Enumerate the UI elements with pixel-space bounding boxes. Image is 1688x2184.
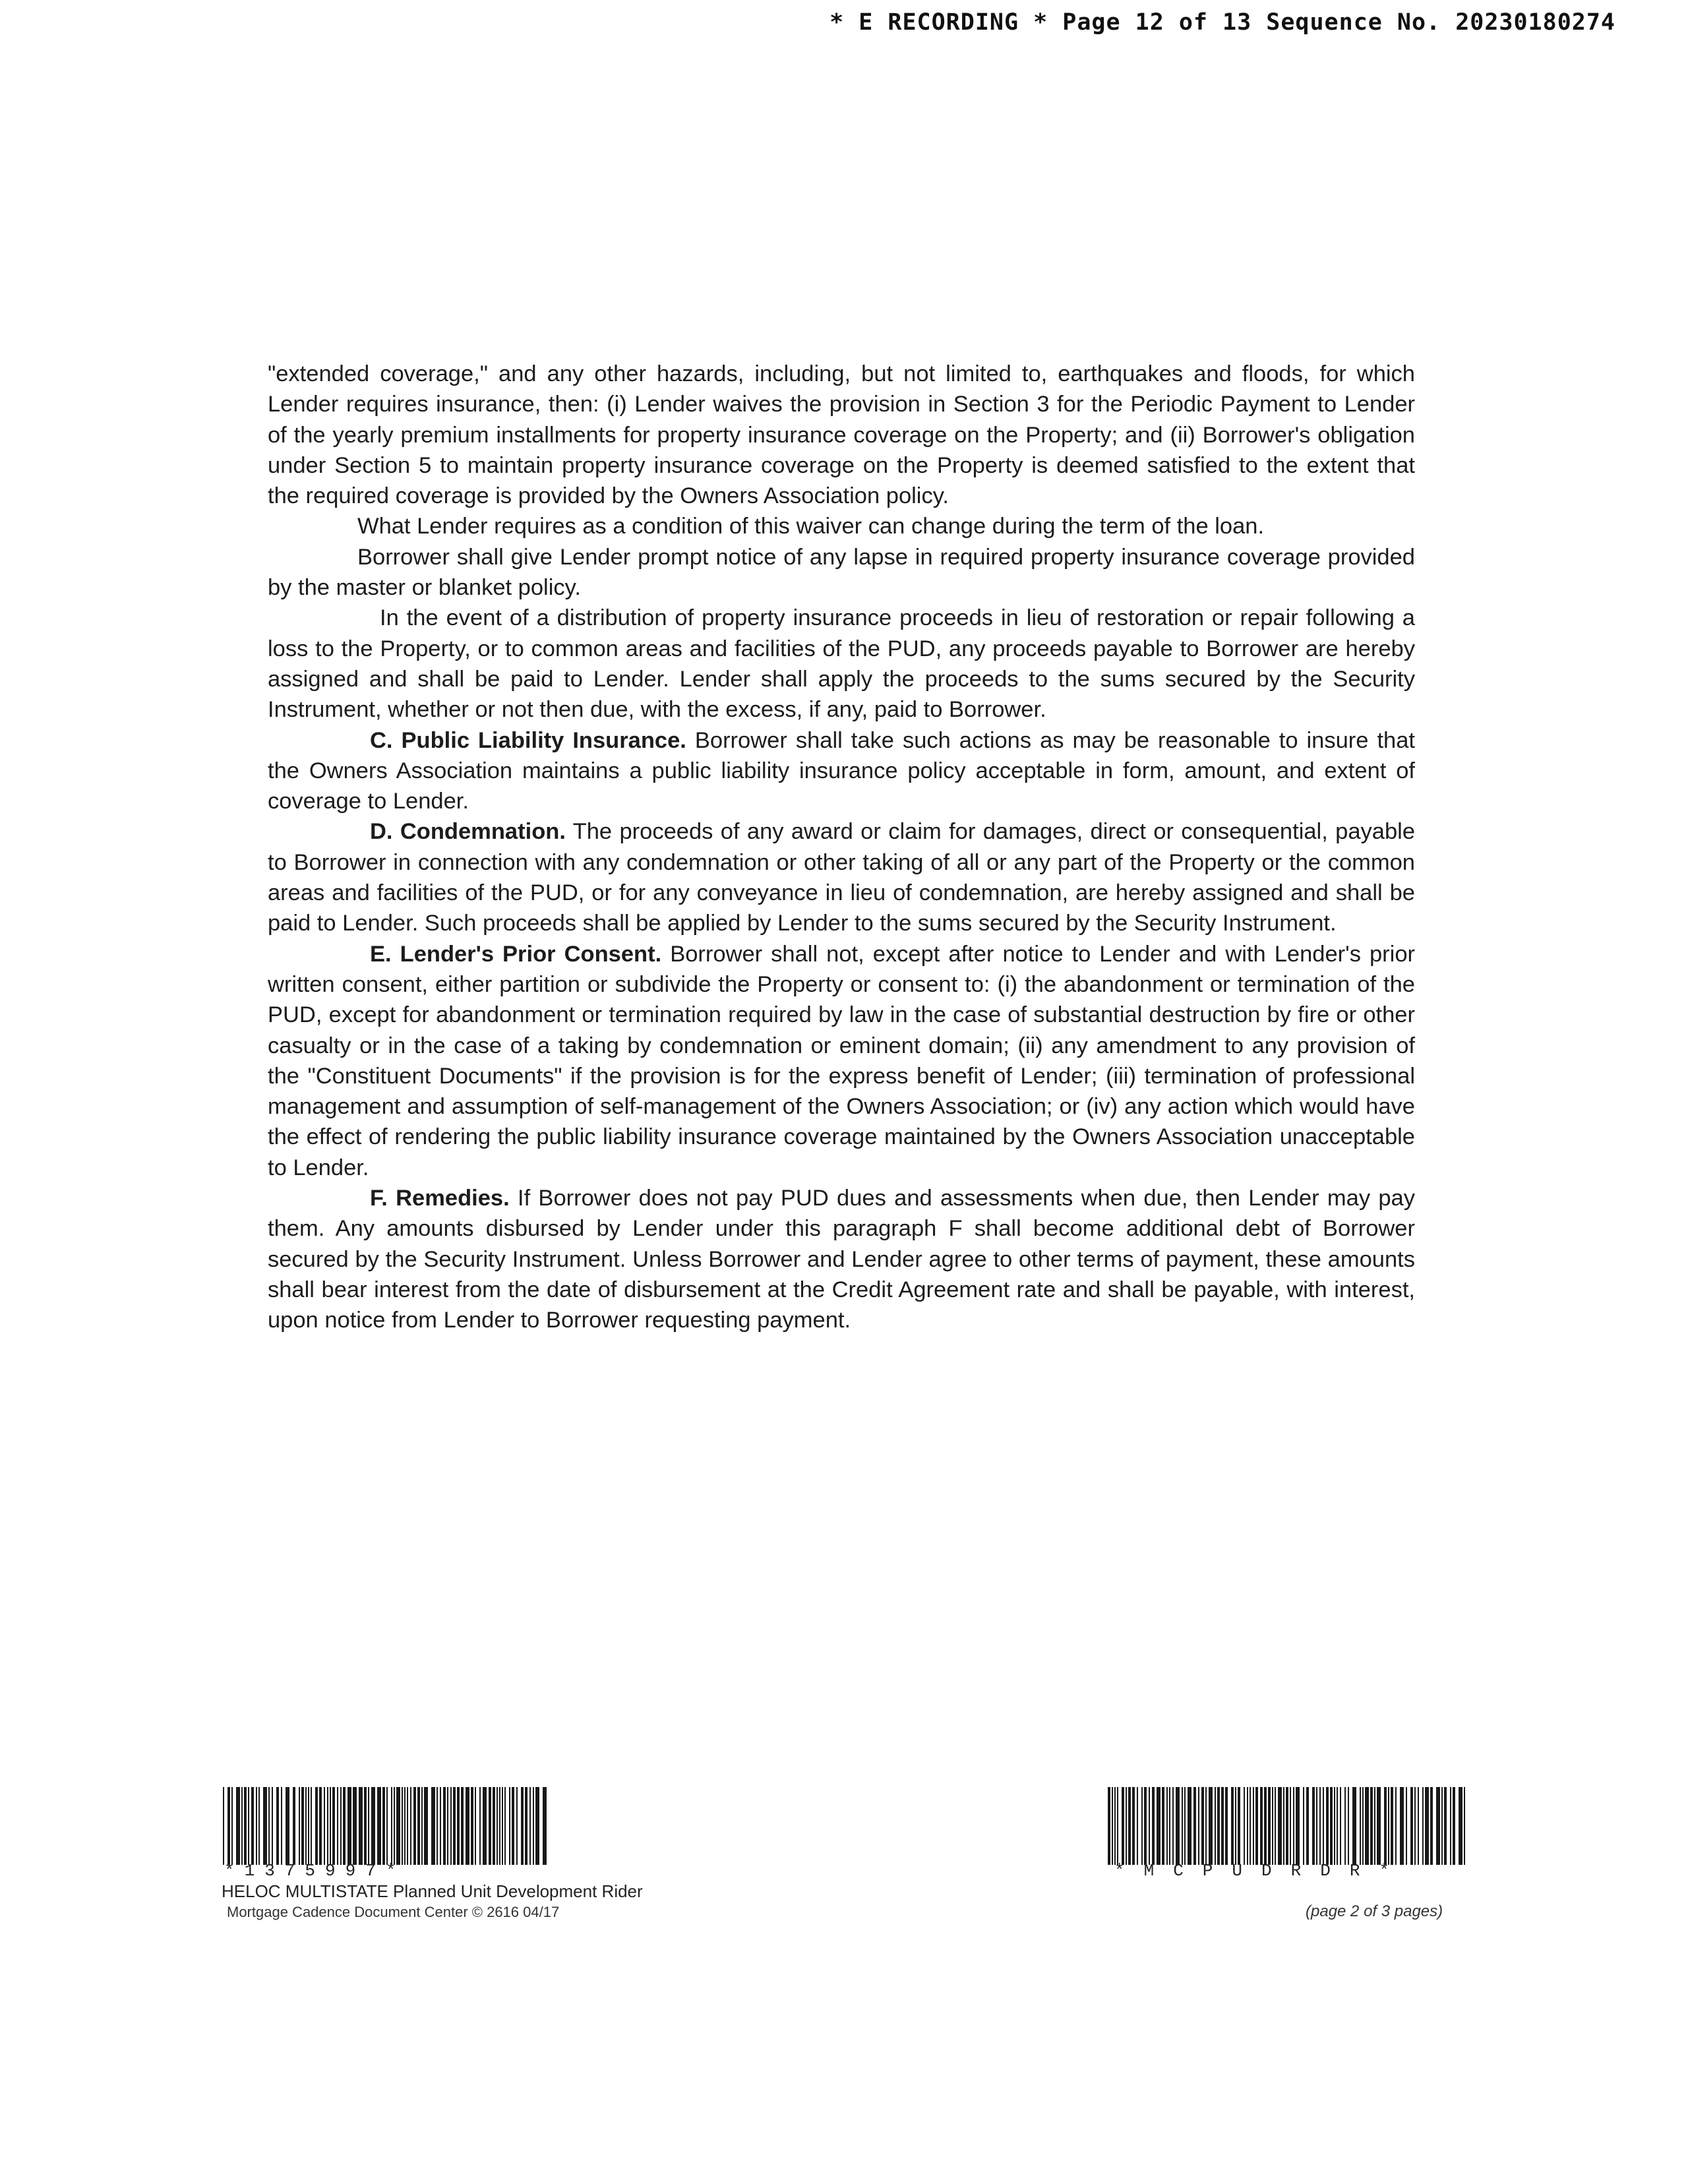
paragraph-lapse-notice: Borrower shall give Lender prompt notice of any lapse in required property insurance coverage provided by the master or blanket policy.: [268, 544, 1415, 601]
barcode-bar: [1290, 1787, 1291, 1865]
barcode-bar: [286, 1787, 289, 1865]
barcode-bar: [1122, 1787, 1124, 1865]
barcode-bar: [391, 1787, 392, 1865]
barcode-bar: [1370, 1787, 1373, 1865]
paragraph-coverage: "extended coverage," and any other hazards, including, but not limited to, earthquakes and floods, for which Lender requires insurance, then: (i) Lender waives the provision in Section 3 for the Periodic Payment to Lender of the yearly premium installments for property insurance coverage on the Property; and (ii) Borrower's obligation under Section 5 to maintain property insurance coverage on the Property is deemed satisfied to the extent that the required coverage is provided by the Owners Association policy.: [268, 361, 1415, 509]
barcode-bar: [466, 1787, 469, 1865]
barcode-bar: [1162, 1787, 1164, 1865]
barcode-bar: [493, 1787, 495, 1865]
barcode-bar: [231, 1787, 233, 1865]
barcode-bar: [236, 1787, 240, 1865]
barcode-bar: [509, 1787, 510, 1865]
barcode-bar: [533, 1787, 534, 1865]
barcode-bar: [453, 1787, 456, 1865]
barcode-bar: [1453, 1787, 1455, 1865]
barcode-bar: [1283, 1787, 1284, 1865]
barcode-bar: [1337, 1787, 1338, 1865]
barcode-bar: [299, 1787, 300, 1865]
barcode-bar: [1182, 1787, 1183, 1865]
barcode-bar: [1464, 1787, 1465, 1865]
barcode-bar: [244, 1787, 247, 1865]
section-e: [268, 939, 1415, 1183]
section-d-text: The proceeds of any award or claim for damages, direct or consequential, payable to Borrower in connection with any condemnation or other taking of all or any part of the Property or the common areas and facilities of the PUD, or for any conveyance in lieu of condemnation, are hereby assigned and shall be paid to Lender. Such proceeds shall be applied by Lender to the sums secured by the Security Instrument.: [268, 819, 1416, 936]
section-c: [268, 725, 1415, 817]
barcode-bar: [475, 1787, 476, 1865]
barcode-bar: [293, 1787, 295, 1865]
barcode-bar: [1441, 1787, 1443, 1865]
barcode-bar: [1144, 1787, 1147, 1865]
barcode-bar: [311, 1787, 312, 1865]
barcode-bar: [1169, 1787, 1170, 1865]
barcode-bar: [1188, 1787, 1191, 1865]
barcode-bar: [1410, 1787, 1413, 1865]
barcode-bar: [1215, 1787, 1216, 1865]
barcode-bar: [315, 1787, 318, 1865]
barcode-bar: [1406, 1787, 1407, 1865]
barcode-bar: [1235, 1787, 1236, 1865]
barcode-bar: [1275, 1787, 1276, 1865]
barcode-bar: [1193, 1787, 1196, 1865]
barcode-bar: [1184, 1787, 1186, 1865]
barcode-bar: [1334, 1787, 1335, 1865]
barcode-bar: [1221, 1787, 1224, 1865]
barcode-bar: [1268, 1787, 1271, 1865]
paragraph-waiver: What Lender requires as a condition of this waiver can change during the term of the loan.: [357, 514, 1265, 539]
barcode-bar: [1459, 1787, 1462, 1865]
barcode-bar: [417, 1787, 420, 1865]
barcode-bar: [413, 1787, 416, 1865]
barcode-bar: [223, 1787, 224, 1865]
barcode-bar: [347, 1787, 351, 1865]
barcode-bar: [268, 1787, 270, 1865]
barcode-bar: [521, 1787, 524, 1865]
barcode-bar: [382, 1787, 385, 1865]
barcode-bar: [421, 1787, 423, 1865]
barcode-bar: [1450, 1787, 1451, 1865]
barcode-right-caption: *MCPUDRDR*: [1114, 1861, 1409, 1881]
barcode-bar: [1293, 1787, 1294, 1865]
barcode-bar: [281, 1787, 282, 1865]
barcode-bar: [1388, 1787, 1389, 1865]
barcode-bar: [499, 1787, 500, 1865]
barcode-bar: [330, 1787, 331, 1865]
barcode-bar: [1330, 1787, 1333, 1865]
barcode-bar: [525, 1787, 528, 1865]
barcode-bar: [431, 1787, 435, 1865]
barcode-bar: [1286, 1787, 1288, 1865]
barcode-bar: [1422, 1787, 1424, 1865]
barcode-bar: [516, 1787, 518, 1865]
barcode-bar: [1172, 1787, 1174, 1865]
barcode-bar: [1247, 1787, 1248, 1865]
barcode-bar: [327, 1787, 328, 1865]
barcode-bar: [353, 1787, 357, 1865]
barcode-bar: [1201, 1787, 1204, 1865]
form-publisher: Mortgage Cadence Document Center © 2616 04/17: [227, 1904, 560, 1920]
barcode-bar: [1137, 1787, 1138, 1865]
barcode-bar: [251, 1787, 254, 1865]
barcode-bar: [457, 1787, 460, 1865]
barcode-bar: [450, 1787, 452, 1865]
barcode-bar: [258, 1787, 260, 1865]
barcode-bar: [1272, 1787, 1273, 1865]
barcode-bar: [1430, 1787, 1433, 1865]
barcode-bar: [1114, 1787, 1116, 1865]
barcode-bar: [1253, 1787, 1254, 1865]
barcode-bar: [543, 1787, 547, 1865]
barcode-bar: [305, 1787, 307, 1865]
paragraph-distribution: In the event of a distribution of property insurance proceeds in lieu of restoration or repair following a loss to the Property, or to common areas and facilities of the PUD, any proceeds payable to Borrower are hereby assigned and shall be paid to Lender. Lender shall apply the proceeds to the sums secured by the Security Instrument, whether or not then due, with the excess, if any, paid to Borrower.: [268, 605, 1415, 723]
barcode-bar: [1425, 1787, 1429, 1865]
barcode-bar: [483, 1787, 487, 1865]
barcode-bar: [437, 1787, 438, 1865]
barcode-bar: [386, 1787, 388, 1865]
barcode-bar: [1374, 1787, 1375, 1865]
barcode-bar: [1149, 1787, 1150, 1865]
barcode-bar: [1365, 1787, 1369, 1865]
barcode-bar: [447, 1787, 448, 1865]
barcode-bar: [256, 1787, 257, 1865]
barcode-bar: [479, 1787, 481, 1865]
barcode-bar: [1157, 1787, 1160, 1865]
barcode-bar: [1108, 1787, 1110, 1865]
barcode-bar: [301, 1787, 304, 1865]
barcode-bar: [1319, 1787, 1321, 1865]
section-f: [268, 1183, 1415, 1335]
barcode-bar: [1264, 1787, 1267, 1865]
barcode-bar: [1418, 1787, 1419, 1865]
barcode-bar: [1360, 1787, 1361, 1865]
barcode-bar: [324, 1787, 325, 1865]
barcode-bar: [1176, 1787, 1180, 1865]
barcode-bar: [1326, 1787, 1329, 1865]
barcode-bar: [504, 1787, 506, 1865]
barcode-bar: [1400, 1787, 1404, 1865]
barcode-bar: [1444, 1787, 1447, 1865]
barcode-bar: [471, 1787, 473, 1865]
form-title: HELOC MULTISTATE Planned Unit Development Rider: [222, 1881, 643, 1901]
barcode-left: [222, 1787, 549, 1865]
section-e-heading: E. Lender's Prior Consent.: [370, 941, 662, 967]
barcode-bar: [443, 1787, 446, 1865]
barcode-bar: [1296, 1787, 1300, 1865]
barcode-bar: [394, 1787, 395, 1865]
barcode-bar: [1117, 1787, 1118, 1865]
barcode-bar: [1198, 1787, 1199, 1865]
barcode-bar: [1323, 1787, 1324, 1865]
rider-body: [268, 359, 1415, 1336]
barcode-bar: [1141, 1787, 1143, 1865]
barcode-bar: [1260, 1787, 1263, 1865]
barcode-bar: [396, 1787, 400, 1865]
barcode-bar: [1395, 1787, 1397, 1865]
barcode-bar: [1391, 1787, 1393, 1865]
barcode-bar: [1414, 1787, 1416, 1865]
section-c-text: Borrower shall take such actions as may be reasonable to insure that the Owners Association maintains a public liability insurance policy acceptable in form, amount, and extent of coverage to Lender.: [268, 727, 1415, 814]
barcode-bar: [1306, 1787, 1309, 1865]
barcode-bar: [410, 1787, 411, 1865]
barcode-bar: [1384, 1787, 1387, 1865]
barcode-bar: [337, 1787, 338, 1865]
barcode-bar: [241, 1787, 243, 1865]
barcode-bar: [1255, 1787, 1258, 1865]
barcode-bar: [529, 1787, 531, 1865]
barcode-bar: [319, 1787, 322, 1865]
barcode-bar: [227, 1787, 230, 1865]
barcode-bar: [1344, 1787, 1346, 1865]
barcode-right: [1106, 1787, 1468, 1865]
barcode-bar: [1340, 1787, 1341, 1865]
barcode-bar: [1128, 1787, 1131, 1865]
barcode-bar: [1348, 1787, 1349, 1865]
barcode-bar: [1377, 1787, 1381, 1865]
barcode-bar: [343, 1787, 346, 1865]
barcode-bar: [1217, 1787, 1220, 1865]
barcode-bar: [1152, 1787, 1155, 1865]
barcode-bar: [407, 1787, 408, 1865]
barcode-bar: [1231, 1787, 1234, 1865]
barcode-bar: [512, 1787, 514, 1865]
barcode-bar: [1436, 1787, 1440, 1865]
barcode-bar: [340, 1787, 342, 1865]
barcode-bar: [440, 1787, 441, 1865]
section-e-text: Borrower shall not, except after notice to Lender and with Lender's prior written consent, either partition or subdivide the Property or consent to: (i) the abandonment or termination of the PUD, except for abandonment or termination required by law in the case of substantial destruction by fire or other casualty or in the case of a taking by condemnation or eminent domain; (ii) any amendment to any provision of the "Constituent Documents" if the provision is for the express benefit of Lender; (iii) termination of professional management and assumption of self-management of the Owners Association; or (iv) any action which would have the effect of rendering the public liability insurance coverage maintained by the Owners Association unacceptable to Lender.: [268, 941, 1416, 1180]
barcode-bar: [1362, 1787, 1364, 1865]
section-d-heading: D. Condemnation.: [370, 819, 566, 845]
barcode-bar: [272, 1787, 273, 1865]
recording-stamp: * E RECORDING * Page 12 of 13 Sequence No. 20230180274: [829, 9, 1615, 36]
section-d: [268, 816, 1415, 938]
barcode-bar: [248, 1787, 249, 1865]
section-f-text: If Borrower does not pay PUD dues and assessments when due, then Lender may pay them. Any amounts disbursed by Lender under this paragraph F shall become additional debt of Borrower secured by the Security Instrument. Unless Borrower and Lender agree to other terms of payment, these amounts shall bear interest from the date of disbursement at the Credit Agreement rate and shall be payable, with interest, upon notice from Lender to Borrower requesting payment.: [268, 1186, 1415, 1333]
barcode-bar: [332, 1787, 335, 1865]
barcode-bar: [1132, 1787, 1135, 1865]
barcode-bar: [1250, 1787, 1251, 1865]
barcode-bar: [1278, 1787, 1282, 1865]
barcode-bar: [1244, 1787, 1245, 1865]
page-indicator: (page 2 of 3 pages): [1306, 1902, 1443, 1920]
section-f-heading: F. Remedies.: [370, 1186, 510, 1211]
barcode-bar: [308, 1787, 309, 1865]
barcode-bar: [359, 1787, 363, 1865]
barcode-bar: [424, 1787, 428, 1865]
barcode-bar: [497, 1787, 498, 1865]
barcode-bar: [377, 1787, 381, 1865]
barcode-bar: [1303, 1787, 1304, 1865]
barcode-bar: [489, 1787, 491, 1865]
barcode-bar: [1352, 1787, 1356, 1865]
barcode-bar: [1126, 1787, 1127, 1865]
barcode-bar: [1166, 1787, 1168, 1865]
barcode-bar: [371, 1787, 375, 1865]
barcode-bar: [263, 1787, 267, 1865]
barcode-bar: [1209, 1787, 1213, 1865]
barcode-bar: [461, 1787, 464, 1865]
barcode-bar: [1112, 1787, 1113, 1865]
barcode-bar: [364, 1787, 367, 1865]
barcode-bar: [1316, 1787, 1317, 1865]
barcode-bar: [1225, 1787, 1228, 1865]
barcode-bar: [404, 1787, 406, 1865]
barcode-bar: [402, 1787, 403, 1865]
barcode-bar: [1205, 1787, 1207, 1865]
barcode-bar: [1238, 1787, 1240, 1865]
barcode-bar: [368, 1787, 369, 1865]
barcode-left-caption: *1375997*: [224, 1861, 406, 1881]
barcode-bar: [502, 1787, 503, 1865]
barcode-bar: [535, 1787, 539, 1865]
barcode-bar: [1312, 1787, 1315, 1865]
barcode-bar: [276, 1787, 279, 1865]
section-c-heading: C. Public Liability Insurance.: [370, 727, 686, 753]
